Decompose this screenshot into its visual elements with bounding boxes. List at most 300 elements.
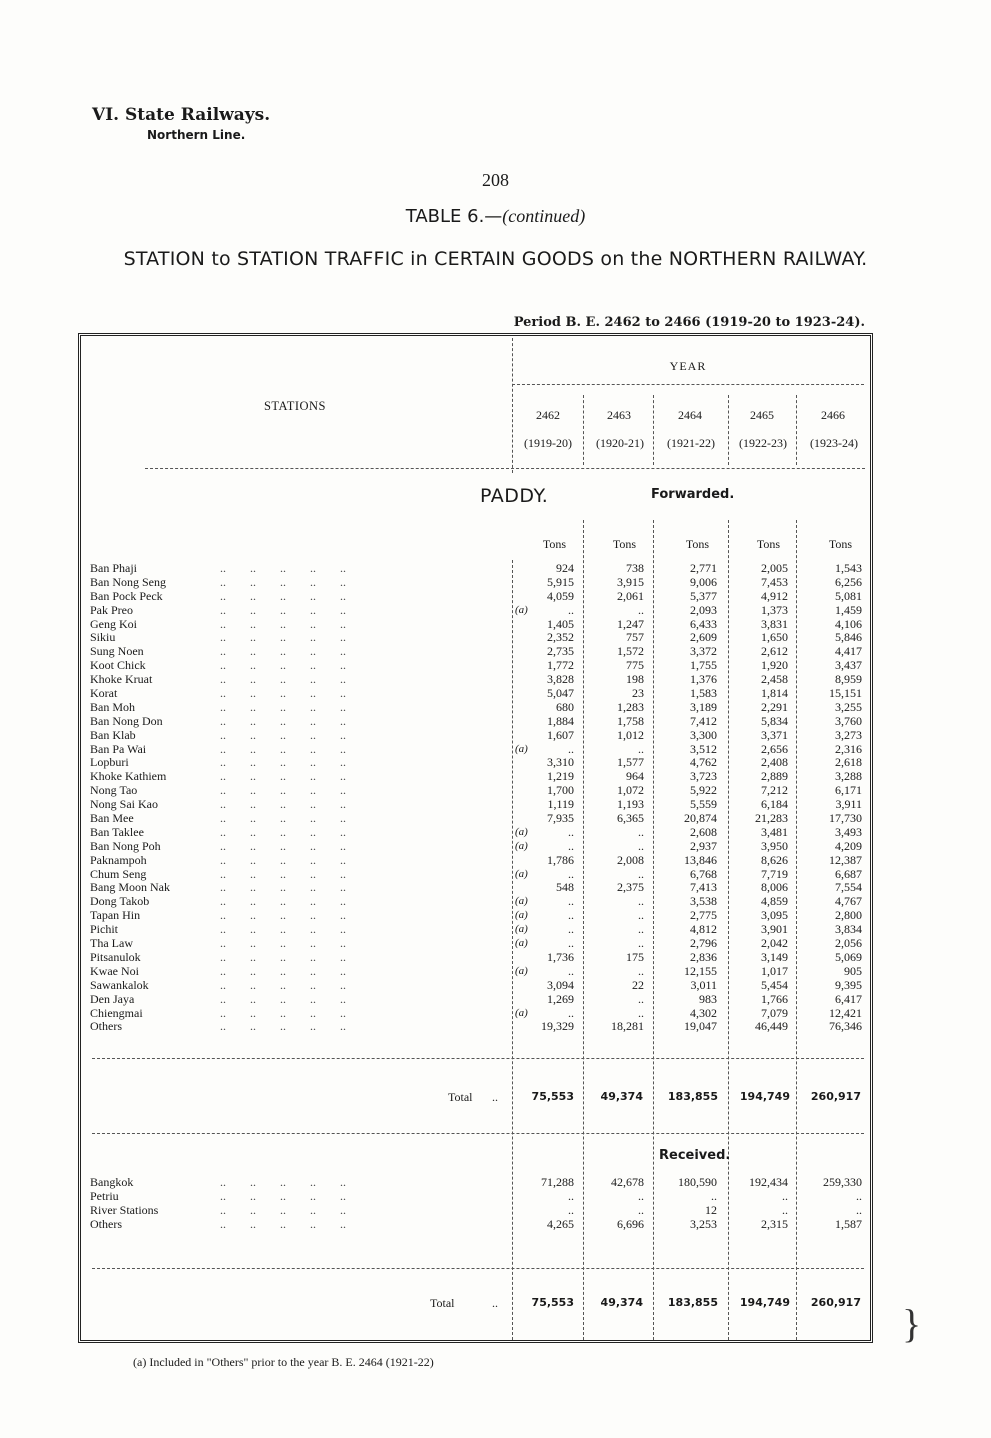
col-divider-4 xyxy=(796,395,797,465)
cell-value: 2,315 xyxy=(761,1216,788,1231)
fwd-total-1: 75,553 xyxy=(531,1090,574,1103)
cell-value: 259,330 xyxy=(823,1175,862,1189)
fwd-total-3: 183,855 xyxy=(667,1090,718,1103)
footnote-marker: (a) xyxy=(515,825,528,838)
cell-value: 1,920 xyxy=(761,658,788,673)
station-name: Petriu xyxy=(90,1188,119,1203)
cell-value: .. xyxy=(638,741,644,756)
forwarded-row xyxy=(90,770,870,784)
cell-value: 3,481 xyxy=(761,824,788,839)
footnote: (a) Included in "Others" prior to the year B. E. 2464 (1921-22) xyxy=(133,1355,434,1369)
leader-dots: .. .. .. .. .. xyxy=(220,686,346,701)
footnote-marker: (a) xyxy=(515,1006,528,1019)
cell-value: 3,011 xyxy=(690,977,717,992)
leader-dots: .. .. .. .. .. xyxy=(220,797,346,812)
cell-value: 905 xyxy=(844,963,862,978)
cell-value: 175 xyxy=(626,949,644,964)
leader-dots: .. .. .. .. .. xyxy=(220,1216,346,1231)
cell-value: 2,291 xyxy=(761,699,788,714)
leader-dots: .. .. .. .. .. xyxy=(220,894,346,909)
cell-value: .. xyxy=(638,866,644,881)
cell-value: 1,459 xyxy=(835,602,862,617)
cell-value: 6,184 xyxy=(761,797,788,812)
forwarded-row xyxy=(90,979,870,993)
cell-value: 3,901 xyxy=(761,922,788,937)
cell-value: 5,454 xyxy=(761,977,788,992)
station-name: River Stations xyxy=(90,1202,159,1217)
station-name: Kwae Noi xyxy=(90,963,139,978)
rec-total-4: 194,749 xyxy=(739,1296,790,1309)
cell-value: 17,730 xyxy=(829,811,862,826)
cell-value: 1,072 xyxy=(617,783,644,798)
cell-value: 12,387 xyxy=(829,852,862,867)
forwarded-row xyxy=(90,756,870,770)
cell-value: 2,937 xyxy=(690,838,717,853)
station-name: Chiengmai xyxy=(90,1005,143,1020)
margin-bracket: } xyxy=(902,1301,922,1346)
cell-value: .. xyxy=(568,936,574,951)
cell-value: 6,687 xyxy=(835,866,862,881)
leader-dots: .. .. .. .. .. xyxy=(220,699,346,714)
cell-value: 1,758 xyxy=(617,713,644,728)
cell-value: .. xyxy=(638,602,644,617)
forwarded-row xyxy=(90,840,870,854)
station-name: Sung Noen xyxy=(90,644,144,659)
total-dots-2: .. xyxy=(492,1296,498,1310)
leader-dots: .. .. .. .. .. xyxy=(220,1005,346,1020)
leader-dots: .. .. .. .. .. xyxy=(220,922,346,937)
forwarded-total-row xyxy=(0,1090,991,1106)
leader-dots: .. .. .. .. .. xyxy=(220,602,346,617)
cell-value: 2,408 xyxy=(761,755,788,770)
cell-value: 9,395 xyxy=(835,977,862,992)
commodity-label: PADDY. xyxy=(480,485,549,507)
cell-value: 964 xyxy=(626,769,644,784)
year-ce-5: (1923-24) xyxy=(810,436,858,450)
footnote-marker: (a) xyxy=(515,895,528,908)
leader-dots: .. .. .. .. .. xyxy=(220,977,346,992)
cell-value: 3,911 xyxy=(835,797,862,812)
cell-value: 19,329 xyxy=(541,1019,574,1034)
cell-value: 4,859 xyxy=(761,894,788,909)
cell-value: 5,081 xyxy=(835,588,862,603)
leader-dots: .. .. .. .. .. xyxy=(220,644,346,659)
cell-value: 3,310 xyxy=(547,755,574,770)
cell-value: 4,767 xyxy=(835,894,862,909)
rec-total-1: 75,553 xyxy=(531,1296,574,1309)
forwarded-rows xyxy=(90,562,870,1034)
footnote-marker: (a) xyxy=(515,964,528,977)
station-name: Tapan Hin xyxy=(90,908,141,923)
leader-dots: .. .. .. .. .. xyxy=(220,991,346,1006)
forwarded-row xyxy=(90,562,870,576)
cell-value: .. xyxy=(638,1202,644,1217)
leader-dots: .. .. .. .. .. xyxy=(220,561,346,575)
cell-value: 15,151 xyxy=(829,686,862,701)
cell-value: 3,273 xyxy=(835,727,862,742)
forwarded-row xyxy=(90,1020,870,1034)
leader-dots: .. .. .. .. .. xyxy=(220,741,346,756)
cell-value: .. xyxy=(568,1188,574,1203)
leader-dots: .. .. .. .. .. xyxy=(220,755,346,770)
cell-value: 1,193 xyxy=(617,797,644,812)
cell-value: 76,346 xyxy=(829,1019,862,1034)
year-be-2: 2463 xyxy=(607,408,631,422)
cell-value: 8,626 xyxy=(761,852,788,867)
cell-value: 738 xyxy=(626,561,644,575)
footnote-marker: (a) xyxy=(515,839,528,852)
forwarded-row xyxy=(90,1007,870,1021)
cell-value: .. xyxy=(638,824,644,839)
cell-value: 9,006 xyxy=(690,574,717,589)
station-name: Ban Taklee xyxy=(90,824,144,839)
leader-dots: .. .. .. .. .. xyxy=(220,769,346,784)
unit-label-1: Tons xyxy=(542,537,566,551)
cell-value: 1,650 xyxy=(761,630,788,645)
cell-value: 5,915 xyxy=(547,574,574,589)
received-row xyxy=(90,1190,870,1204)
leader-dots: .. .. .. .. .. xyxy=(220,713,346,728)
forwarded-row xyxy=(90,659,870,673)
cell-value: 71,288 xyxy=(541,1175,574,1189)
cell-value: 2,796 xyxy=(690,936,717,951)
fwd-total-5: 260,917 xyxy=(810,1090,861,1103)
forwarded-row xyxy=(90,798,870,812)
forwarded-row xyxy=(90,618,870,632)
cell-value: 2,618 xyxy=(835,755,862,770)
footnote-marker: (a) xyxy=(515,867,528,880)
cell-value: 4,209 xyxy=(835,838,862,853)
cell-value: 3,760 xyxy=(835,713,862,728)
cell-value: 4,265 xyxy=(547,1216,574,1231)
cell-value: .. xyxy=(638,936,644,951)
cell-value: .. xyxy=(568,741,574,756)
cell-value: 12,421 xyxy=(829,1005,862,1020)
received-rule xyxy=(92,1133,864,1134)
table-title xyxy=(0,206,991,227)
cell-value: 3,723 xyxy=(690,769,717,784)
forwarded-row xyxy=(90,854,870,868)
year-be-3: 2464 xyxy=(678,408,702,422)
cell-value: 1,247 xyxy=(617,616,644,631)
forwarded-row xyxy=(90,868,870,882)
cell-value: 6,696 xyxy=(617,1216,644,1231)
cell-value: 1,017 xyxy=(761,963,788,978)
leader-dots: .. .. .. .. .. xyxy=(220,658,346,673)
station-name: Sikiu xyxy=(90,630,116,645)
leader-dots: .. .. .. .. .. xyxy=(220,824,346,839)
cell-value: 1,269 xyxy=(547,991,574,1006)
fwd-total-2: 49,374 xyxy=(600,1090,643,1103)
cell-value: 5,377 xyxy=(690,588,717,603)
total-dots: .. xyxy=(492,1090,498,1104)
leader-dots: .. .. .. .. .. xyxy=(220,880,346,895)
received-label: Received. xyxy=(659,1148,731,1163)
cell-value: 3,834 xyxy=(835,922,862,937)
cell-value: 2,042 xyxy=(761,936,788,951)
cell-value: 924 xyxy=(556,561,574,575)
cell-value: 42,678 xyxy=(611,1175,644,1189)
cell-value: 2,056 xyxy=(835,936,862,951)
cell-value: 12,155 xyxy=(684,963,717,978)
unit-label-3: Tons xyxy=(685,537,709,551)
cell-value: 3,255 xyxy=(835,699,862,714)
year-be-4: 2465 xyxy=(750,408,774,422)
station-name: Ban Klab xyxy=(90,727,136,742)
cell-value: .. xyxy=(568,602,574,617)
cell-value: .. xyxy=(568,1005,574,1020)
station-name: Ban Nong Seng xyxy=(90,574,166,589)
cell-value: .. xyxy=(638,908,644,923)
cell-value: 7,719 xyxy=(761,866,788,881)
cell-value: 2,889 xyxy=(761,769,788,784)
cell-value: .. xyxy=(782,1188,788,1203)
cell-value: 8,959 xyxy=(835,672,862,687)
leader-dots: .. .. .. .. .. xyxy=(220,811,346,826)
cell-value: .. xyxy=(711,1188,717,1203)
period-label: Period B. E. 2462 to 2466 (1919-20 to 1923-24). xyxy=(513,315,865,330)
year-ce-3: (1921-22) xyxy=(667,436,715,450)
cell-value: 22 xyxy=(632,977,644,992)
cell-value: .. xyxy=(568,1202,574,1217)
cell-value: 3,189 xyxy=(690,699,717,714)
station-name: Geng Koi xyxy=(90,616,137,631)
cell-value: 18,281 xyxy=(611,1019,644,1034)
cell-value: 8,006 xyxy=(761,880,788,895)
cell-value: 198 xyxy=(626,672,644,687)
cell-value: 2,612 xyxy=(761,644,788,659)
header-rule xyxy=(145,468,865,469)
cell-value: .. xyxy=(638,838,644,853)
cell-value: 3,095 xyxy=(761,908,788,923)
cell-value: 1,119 xyxy=(547,797,574,812)
station-name: Lopburi xyxy=(90,755,129,770)
cell-value: 3,288 xyxy=(835,769,862,784)
leader-dots: .. .. .. .. .. xyxy=(220,672,346,687)
cell-value: 7,935 xyxy=(547,811,574,826)
station-name: Dong Takob xyxy=(90,894,150,909)
cell-value: 7,554 xyxy=(835,880,862,895)
cell-value: .. xyxy=(638,894,644,909)
forwarded-row xyxy=(90,743,870,757)
leader-dots: .. .. .. .. .. xyxy=(220,1175,346,1189)
cell-value: 1,814 xyxy=(761,686,788,701)
col-divider-3 xyxy=(728,395,729,465)
cell-value: 1,766 xyxy=(761,991,788,1006)
leader-dots: .. .. .. .. .. xyxy=(220,866,346,881)
year-be-1: 2462 xyxy=(536,408,560,422)
cell-value: 2,352 xyxy=(547,630,574,645)
unit-label-2: Tons xyxy=(612,537,636,551)
year-be-5: 2466 xyxy=(821,408,845,422)
leader-dots: .. .. .. .. .. xyxy=(220,727,346,742)
cell-value: 1,884 xyxy=(547,713,574,728)
cell-value: 1,572 xyxy=(617,644,644,659)
cell-value: 2,375 xyxy=(617,880,644,895)
cell-value: .. xyxy=(568,824,574,839)
station-name: Nong Tao xyxy=(90,783,138,798)
cell-value: 680 xyxy=(556,699,574,714)
cell-value: .. xyxy=(568,963,574,978)
leader-dots: .. .. .. .. .. xyxy=(220,783,346,798)
cell-value: 3,300 xyxy=(690,727,717,742)
cell-value: 3,094 xyxy=(547,977,574,992)
cell-value: .. xyxy=(856,1202,862,1217)
cell-value: 46,449 xyxy=(755,1019,788,1034)
leader-dots: .. .. .. .. .. xyxy=(220,616,346,631)
cell-value: 6,171 xyxy=(835,783,862,798)
cell-value: 19,047 xyxy=(684,1019,717,1034)
cell-value: 983 xyxy=(699,991,717,1006)
cell-value: 3,512 xyxy=(690,741,717,756)
rec-total-3: 183,855 xyxy=(667,1296,718,1309)
page-number: 208 xyxy=(482,170,509,190)
cell-value: .. xyxy=(568,908,574,923)
forwarded-row xyxy=(90,895,870,909)
station-name: Ban Nong Don xyxy=(90,713,163,728)
forwarded-row xyxy=(90,576,870,590)
received-row xyxy=(90,1176,870,1190)
cell-value: 6,417 xyxy=(835,991,862,1006)
cell-value: 4,059 xyxy=(547,588,574,603)
cell-value: .. xyxy=(638,1188,644,1203)
cell-value: 5,846 xyxy=(835,630,862,645)
station-name: Khoke Kathiem xyxy=(90,769,167,784)
cell-value: .. xyxy=(568,838,574,853)
cell-value: 1,405 xyxy=(547,616,574,631)
cell-value: 3,437 xyxy=(835,658,862,673)
cell-value: 1,755 xyxy=(690,658,717,673)
year-ce-2: (1920-21) xyxy=(596,436,644,450)
cell-value: .. xyxy=(568,922,574,937)
cell-value: 2,061 xyxy=(617,588,644,603)
cell-value: 180,590 xyxy=(678,1175,717,1189)
received-rows xyxy=(90,1176,870,1232)
cell-value: 5,047 xyxy=(547,686,574,701)
leader-dots: .. .. .. .. .. xyxy=(220,574,346,589)
cell-value: 548 xyxy=(556,880,574,895)
cell-value: 1,012 xyxy=(617,727,644,742)
station-name: Pak Preo xyxy=(90,602,133,617)
cell-value: 3,493 xyxy=(835,824,862,839)
cell-value: 4,812 xyxy=(690,922,717,937)
leader-dots: .. .. .. .. .. xyxy=(220,630,346,645)
leader-dots: .. .. .. .. .. xyxy=(220,588,346,603)
cell-value: 3,915 xyxy=(617,574,644,589)
cell-value: 4,106 xyxy=(835,616,862,631)
station-name: Ban Phaji xyxy=(90,561,137,575)
cell-value: 3,828 xyxy=(547,672,574,687)
cell-value: 4,417 xyxy=(835,644,862,659)
cell-value: 3,538 xyxy=(690,894,717,909)
cell-value: 4,302 xyxy=(690,1005,717,1020)
station-name: Khoke Kruat xyxy=(90,672,153,687)
station-name: Tha Law xyxy=(90,936,133,951)
leader-dots: .. .. .. .. .. xyxy=(220,936,346,951)
leader-dots: .. .. .. .. .. xyxy=(220,963,346,978)
forwarded-row xyxy=(90,826,870,840)
cell-value: 1,607 xyxy=(547,727,574,742)
cell-value: 7,079 xyxy=(761,1005,788,1020)
cell-value: 3,253 xyxy=(690,1216,717,1231)
cell-value: 2,735 xyxy=(547,644,574,659)
forwarded-row xyxy=(90,631,870,645)
forwarded-row xyxy=(90,604,870,618)
cell-value: 3,371 xyxy=(761,727,788,742)
cell-value: 6,433 xyxy=(690,616,717,631)
cell-value: 3,950 xyxy=(761,838,788,853)
cell-value: 1,786 xyxy=(547,852,574,867)
fwd-total-4: 194,749 xyxy=(739,1090,790,1103)
cell-value: .. xyxy=(638,1005,644,1020)
station-name: Ban Moh xyxy=(90,699,135,714)
cell-value: 2,800 xyxy=(835,908,862,923)
cell-value: 2,008 xyxy=(617,852,644,867)
cell-value: 1,736 xyxy=(547,949,574,964)
cell-value: .. xyxy=(568,894,574,909)
cell-value: 1,283 xyxy=(617,699,644,714)
forwarded-row xyxy=(90,673,870,687)
cell-value: 2,609 xyxy=(690,630,717,645)
cell-value: 23 xyxy=(632,686,644,701)
cell-value: 5,922 xyxy=(690,783,717,798)
station-name: Bang Moon Nak xyxy=(90,880,170,895)
station-name: Bangkok xyxy=(90,1175,134,1189)
cell-value: 2,775 xyxy=(690,908,717,923)
station-name: Pichit xyxy=(90,922,119,937)
leader-dots: .. .. .. .. .. xyxy=(220,1188,346,1203)
cell-value: 1,543 xyxy=(835,561,862,575)
cell-value: 2,771 xyxy=(690,561,717,575)
cell-value: 5,069 xyxy=(835,949,862,964)
station-name: Chum Seng xyxy=(90,866,147,881)
section-subtitle: Northern Line. xyxy=(147,128,246,142)
cell-value: 3,372 xyxy=(690,644,717,659)
stations-header: STATIONS xyxy=(263,399,327,413)
cell-value: 1,583 xyxy=(690,686,717,701)
received-total-row xyxy=(0,1296,991,1312)
leader-dots: .. .. .. .. .. xyxy=(220,949,346,964)
table-label: TABLE 6.— xyxy=(405,206,503,227)
forwarded-row xyxy=(90,729,870,743)
cell-value: 13,846 xyxy=(684,852,717,867)
station-name: Den Jaya xyxy=(90,991,135,1006)
cell-value: .. xyxy=(856,1188,862,1203)
received-row xyxy=(90,1204,870,1218)
total-label: Total xyxy=(448,1090,473,1104)
forwarded-row xyxy=(90,993,870,1007)
cell-value: 7,453 xyxy=(761,574,788,589)
leader-dots: .. .. .. .. .. xyxy=(220,852,346,867)
cell-value: 7,412 xyxy=(690,713,717,728)
unit-label-5: Tons xyxy=(828,537,852,551)
cell-value: .. xyxy=(638,963,644,978)
cell-value: 2,608 xyxy=(690,824,717,839)
col-divider-1 xyxy=(583,395,584,465)
cell-value: 775 xyxy=(626,658,644,673)
forwarded-row xyxy=(90,590,870,604)
footnote-marker: (a) xyxy=(515,742,528,755)
cell-value: 2,316 xyxy=(835,741,862,756)
cell-value: 3,831 xyxy=(761,616,788,631)
cell-value: 1,376 xyxy=(690,672,717,687)
cell-value: .. xyxy=(782,1202,788,1217)
footnote-marker: (a) xyxy=(515,937,528,950)
forwarded-row xyxy=(90,909,870,923)
station-name: Korat xyxy=(90,686,118,701)
cell-value: 2,836 xyxy=(690,949,717,964)
rec-total-2: 49,374 xyxy=(600,1296,643,1309)
